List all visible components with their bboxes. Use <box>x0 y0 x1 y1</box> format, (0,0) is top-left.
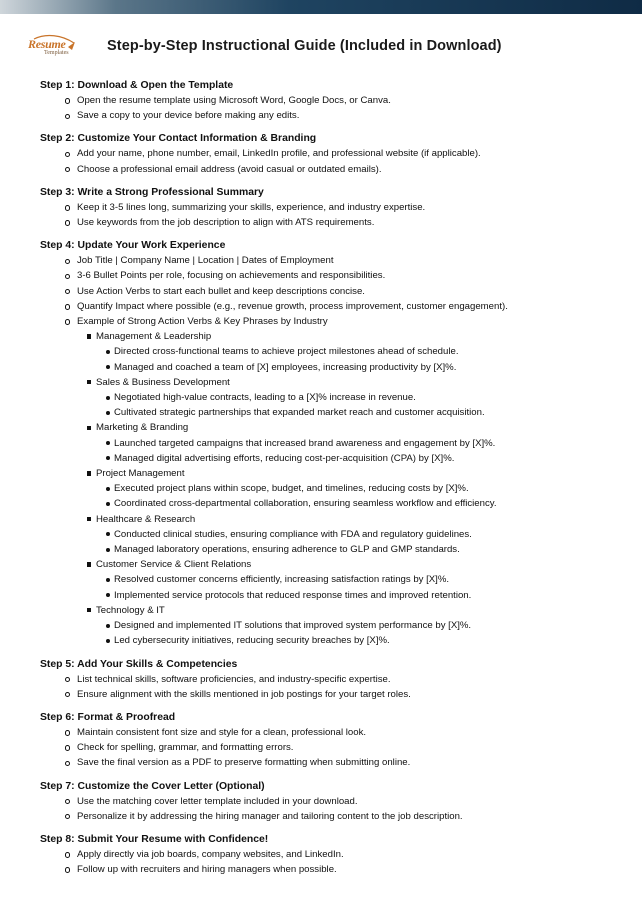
guide-content <box>40 78 630 885</box>
list-item: Open the resume template using Microsoft Word, Google Docs, or Canva. <box>40 93 630 108</box>
resume-logo <box>28 33 76 61</box>
list-item: Use Action Verbs to start each bullet and keep descriptions concise. <box>40 284 630 299</box>
industry-example-list <box>40 527 630 557</box>
example-item: Launched targeted campaigns that increased brand awareness and engagement by [X]%. <box>40 436 630 451</box>
industry-item <box>40 466 630 512</box>
list-item: Job Title | Company Name | Location | Dates of Employment <box>40 253 630 268</box>
step-title: Step 5: Add Your Skills & Competencies <box>40 658 238 670</box>
industry-name: Project Management <box>96 468 185 480</box>
list-item: Add your name, phone number, email, LinkedIn profile, and professional website (if applicable). <box>40 146 630 161</box>
list-item: Apply directly via job boards, company websites, and LinkedIn. <box>40 847 630 862</box>
page-title: Step-by-Step Instructional Guide (Included in Download) <box>107 38 502 54</box>
step-title: Step 8: Submit Your Resume with Confidence! <box>40 833 269 845</box>
list-item: Check for spelling, grammar, and formatting errors. <box>40 740 630 755</box>
logo-subtext: Templates <box>44 50 69 56</box>
example-item: Resolved customer concerns efficiently, increasing satisfaction ratings by [X]%. <box>40 572 630 587</box>
list-item: 3-6 Bullet Points per role, focusing on achievements and responsibilities. <box>40 268 630 283</box>
step-items <box>40 200 630 230</box>
list-item: Use the matching cover letter template included in your download. <box>40 794 630 809</box>
step-items <box>40 847 630 877</box>
list-item: Keep it 3-5 lines long, summarizing your skills, experience, and industry expertise. <box>40 200 630 215</box>
industry-example-list <box>40 344 630 374</box>
step-items <box>40 672 630 702</box>
step-1 <box>40 78 630 123</box>
list-item: Use keywords from the job description to align with ATS requirements. <box>40 215 630 230</box>
step-items <box>40 725 630 771</box>
list-item: Quantify Impact where possible (e.g., revenue growth, process improvement, customer engagement). <box>40 299 630 314</box>
list-item: Personalize it by addressing the hiring manager and tailoring content to the job description. <box>40 809 630 824</box>
step-items <box>40 146 630 176</box>
example-item: Managed digital advertising efforts, reducing cost-per-acquisition (CPA) by [X]%. <box>40 451 630 466</box>
industry-name: Customer Service & Client Relations <box>96 559 252 571</box>
industry-example-list <box>40 436 630 466</box>
list-item: Follow up with recruiters and hiring managers when possible. <box>40 862 630 877</box>
step-items <box>40 93 630 123</box>
example-item: Managed and coached a team of [X] employees, increasing productivity by [X]%. <box>40 360 630 375</box>
logo-text: Resume <box>28 37 66 51</box>
example-item: Led cybersecurity initiatives, reducing security breaches by [X]%. <box>40 633 630 648</box>
industry-examples <box>40 314 630 648</box>
industry-item <box>40 557 630 603</box>
industry-example-list <box>40 572 630 602</box>
industry-example-list <box>40 481 630 511</box>
step-title: Step 2: Customize Your Contact Information & Branding <box>40 133 317 145</box>
step-2 <box>40 131 630 176</box>
example-item: Executed project plans within scope, budget, and timelines, reducing costs by [X]%. <box>40 481 630 496</box>
industry-examples-label: Example of Strong Action Verbs & Key Phrases by Industry <box>77 316 328 328</box>
example-item: Negotiated high-value contracts, leading to a [X]% increase in revenue. <box>40 390 630 405</box>
step-4 <box>40 238 630 648</box>
step-title: Step 7: Customize the Cover Letter (Optional) <box>40 780 265 792</box>
example-item: Implemented service protocols that reduced response times and improved retention. <box>40 588 630 603</box>
step-7 <box>40 779 630 824</box>
step-5 <box>40 657 630 702</box>
example-item: Directed cross-functional teams to achieve project milestones ahead of schedule. <box>40 344 630 359</box>
step-title: Step 4: Update Your Work Experience <box>40 240 226 252</box>
industry-item <box>40 512 630 558</box>
step-8 <box>40 832 630 877</box>
step-3 <box>40 185 630 230</box>
step-items <box>40 253 630 648</box>
industry-item <box>40 329 630 375</box>
step-items <box>40 794 630 824</box>
example-item: Managed laboratory operations, ensuring adherence to GLP and GMP standards. <box>40 542 630 557</box>
top-banner-bar <box>0 0 642 14</box>
industry-name: Technology & IT <box>96 604 165 616</box>
industry-name: Marketing & Branding <box>96 422 189 434</box>
industry-item <box>40 375 630 421</box>
step-title: Step 6: Format & Proofread <box>40 711 176 723</box>
industry-example-list <box>40 390 630 420</box>
list-item: Save a copy to your device before making any edits. <box>40 108 630 123</box>
industry-list <box>40 329 630 648</box>
list-item: Maintain consistent font size and style for a clean, professional look. <box>40 725 630 740</box>
industry-example-list <box>40 618 630 648</box>
list-item: Save the final version as a PDF to preserve formatting when submitting online. <box>40 755 630 770</box>
example-item: Designed and implemented IT solutions that improved system performance by [X]%. <box>40 618 630 633</box>
example-item: Conducted clinical studies, ensuring compliance with FDA and regulatory guidelines. <box>40 527 630 542</box>
step-6 <box>40 710 630 771</box>
step-title: Step 3: Write a Strong Professional Summary <box>40 186 264 198</box>
list-item: Ensure alignment with the skills mentioned in job postings for your target roles. <box>40 687 630 702</box>
example-item: Cultivated strategic partnerships that expanded market reach and customer acquisition. <box>40 405 630 420</box>
step-title: Step 1: Download & Open the Template <box>40 80 234 91</box>
industry-item <box>40 603 630 649</box>
industry-name: Sales & Business Development <box>96 376 230 388</box>
example-item: Coordinated cross-departmental collaboration, ensuring seamless workflow and efficiency. <box>40 496 630 511</box>
list-item: List technical skills, software proficiencies, and industry-specific expertise. <box>40 672 630 687</box>
industry-name: Management & Leadership <box>96 331 212 343</box>
industry-name: Healthcare & Research <box>96 513 196 525</box>
list-item: Choose a professional email address (avoid casual or outdated emails). <box>40 162 630 177</box>
industry-item <box>40 420 630 466</box>
